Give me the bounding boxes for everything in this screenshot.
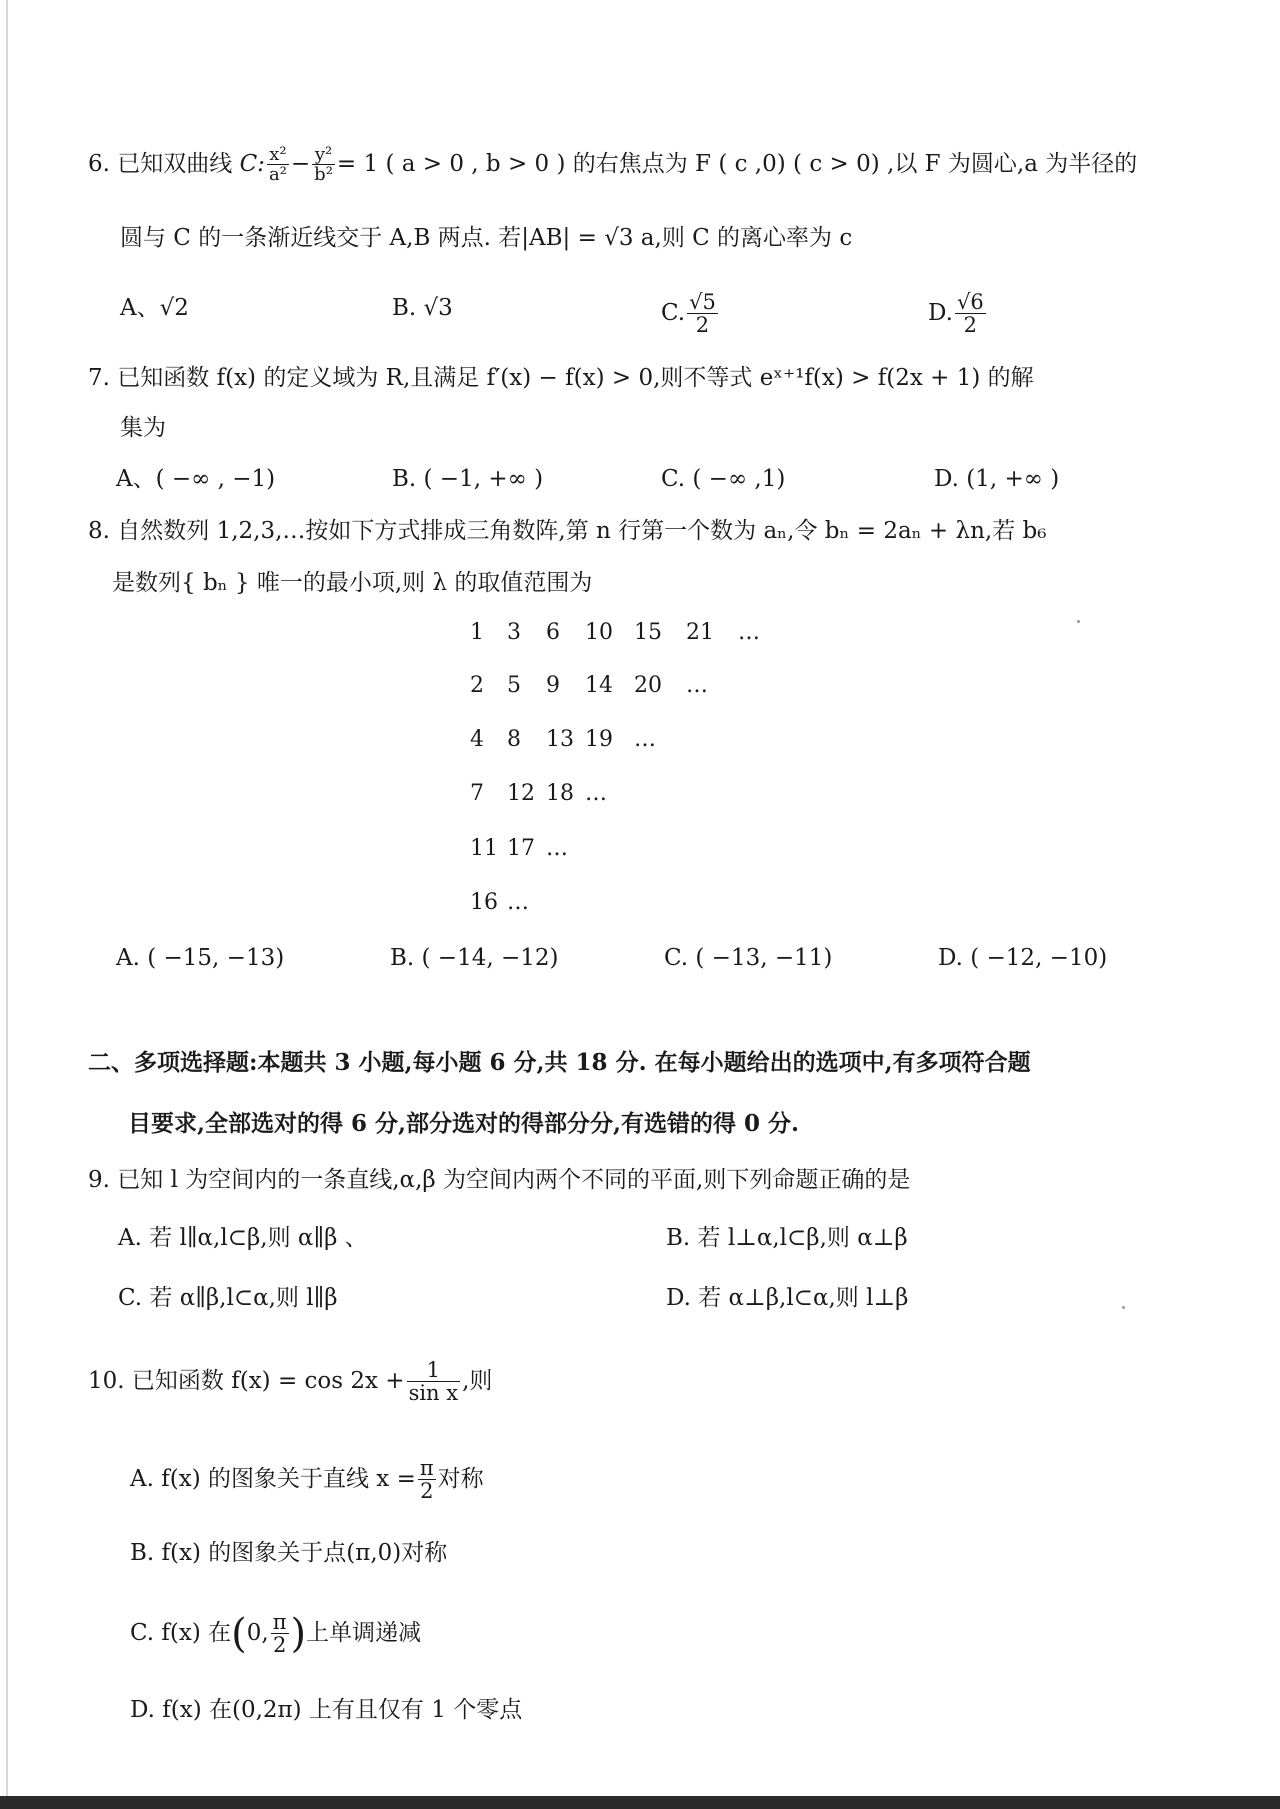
triangle-cell: 15 bbox=[634, 620, 662, 645]
section2-line2: 目要求,全部选对的得 6 分,部分选对的得部分分,有选错的得 0 分. bbox=[128, 1110, 800, 1137]
scan-speck bbox=[1077, 620, 1080, 623]
q9-option-c: C. 若 α∥β,l⊂α,则 l∥β bbox=[118, 1285, 338, 1311]
q10-option-c-open: ( bbox=[231, 1611, 247, 1657]
triangle-cell: 11 bbox=[470, 836, 498, 861]
triangle-cell: 17 bbox=[507, 836, 535, 861]
q10-option-c bbox=[130, 1612, 421, 1656]
q6-option-d bbox=[928, 292, 988, 336]
triangle-cell: 8 bbox=[507, 727, 521, 752]
q8-option-b: B. ( −14, −12) bbox=[390, 945, 559, 971]
q6-frac-x-num: x² bbox=[267, 146, 289, 165]
q6-option-c bbox=[661, 292, 720, 336]
q6-option-d-num: √6 bbox=[956, 290, 984, 314]
triangle-cell: … bbox=[634, 727, 656, 752]
scan-bottom-edge bbox=[0, 1796, 1280, 1809]
q6-curve: C: bbox=[239, 151, 265, 177]
triangle-cell: 5 bbox=[507, 673, 521, 698]
triangle-cell: 21 bbox=[686, 620, 714, 645]
triangle-cell: 19 bbox=[585, 727, 613, 752]
q6-option-c-frac bbox=[687, 292, 718, 336]
triangle-cell: 1 bbox=[470, 620, 484, 645]
q10-option-c-text: C. f(x) 在 bbox=[130, 1620, 232, 1646]
q6-text-b: = 1 ( a > 0 , b > 0 ) 的右焦点为 F ( c ,0) ( c > 0) ,以 F 为圆心,a 为半径的 bbox=[336, 151, 1138, 177]
q6-frac-y bbox=[312, 146, 335, 184]
q9-option-a: A. 若 l∥α,l⊂β,则 α∥β 、 bbox=[118, 1225, 368, 1251]
q6-text-a: 已知双曲线 bbox=[117, 151, 233, 177]
q10-option-a-frac bbox=[418, 1458, 436, 1502]
q6-option-d-label: D. bbox=[928, 300, 953, 326]
q10-option-a-tail: 对称 bbox=[437, 1466, 484, 1492]
q10-stem-b: ,则 bbox=[462, 1368, 493, 1394]
q8-text: 自然数列 1,2,3,…按如下方式排成三角数阵,第 n 行第一个数为 aₙ,令 bₙ = 2aₙ + λn,若 b₆ bbox=[117, 518, 1047, 544]
q10-option-c-close: ) bbox=[290, 1611, 307, 1657]
q8-line2: 是数列{ bₙ } 唯一的最小项,则 λ 的取值范围为 bbox=[112, 570, 593, 596]
triangle-cell: 3 bbox=[507, 620, 521, 645]
triangle-cell: 18 bbox=[546, 781, 574, 806]
triangle-cell: … bbox=[507, 890, 529, 915]
q7-option-d: D. (1, +∞ ) bbox=[934, 466, 1060, 492]
q10-option-b: B. f(x) 的图象关于点(π,0)对称 bbox=[130, 1540, 448, 1566]
q6-frac-x bbox=[267, 146, 289, 184]
q7-text: 已知函数 f(x) 的定义域为 R,且满足 f′(x) − f(x) > 0,则不等式 eˣ⁺¹f(x) > f(2x + 1) 的解 bbox=[117, 365, 1034, 391]
triangle-cell: … bbox=[546, 836, 568, 861]
q6-option-d-den: 2 bbox=[963, 313, 977, 337]
q6-minus: − bbox=[290, 151, 311, 177]
q10-stem-frac bbox=[407, 1360, 461, 1404]
q6-option-d-frac bbox=[955, 292, 986, 336]
q7-option-b: B. ( −1, +∞ ) bbox=[392, 466, 544, 492]
q6-frac-y-den: b² bbox=[314, 164, 333, 185]
q9-text: 已知 l 为空间内的一条直线,α,β 为空间内两个不同的平面,则下列命题正确的是 bbox=[117, 1167, 911, 1193]
q10-stem-num: 1 bbox=[407, 1360, 461, 1382]
q8-option-d: D. ( −12, −10) bbox=[938, 945, 1108, 971]
triangle-cell: 9 bbox=[546, 673, 560, 698]
scan-left-edge bbox=[6, 0, 8, 1809]
triangle-cell: 14 bbox=[585, 673, 613, 698]
q9-option-d: D. 若 α⊥β,l⊂α,则 l⊥β bbox=[666, 1285, 909, 1311]
q6-frac-y-num: y² bbox=[312, 146, 335, 165]
q10-number: 10. bbox=[88, 1368, 125, 1394]
q6-option-c-label: C. bbox=[661, 300, 686, 326]
triangle-cell: 20 bbox=[634, 673, 662, 698]
triangle-cell: 6 bbox=[546, 620, 560, 645]
q10-option-c-zero: 0, bbox=[246, 1620, 269, 1646]
q6-number: 6. bbox=[88, 151, 110, 177]
q10-line1 bbox=[88, 1360, 492, 1404]
triangle-cell: 7 bbox=[470, 781, 484, 806]
q6-option-c-den: 2 bbox=[695, 313, 710, 337]
triangle-cell: … bbox=[738, 620, 760, 645]
q10-option-a-text: A. f(x) 的图象关于直线 x = bbox=[130, 1466, 416, 1492]
triangle-cell: 13 bbox=[546, 727, 574, 752]
q9-number: 9. bbox=[88, 1167, 110, 1193]
section2-line1: 二、多项选择题:本题共 3 小题,每小题 6 分,共 18 分. 在每小题给出的选项中,有多项符合题 bbox=[88, 1049, 1031, 1076]
triangle-cell: 16 bbox=[470, 890, 498, 915]
triangle-cell: … bbox=[686, 673, 708, 698]
q6-option-c-num: √5 bbox=[689, 290, 716, 314]
q8-option-c: C. ( −13, −11) bbox=[664, 945, 833, 971]
q7-number: 7. bbox=[88, 365, 110, 391]
q10-option-c-den: 2 bbox=[272, 1633, 287, 1657]
triangle-cell: 12 bbox=[507, 781, 535, 806]
q7-option-c: C. ( −∞ ,1) bbox=[661, 466, 786, 492]
q10-option-c-frac bbox=[271, 1612, 289, 1656]
q6-line1 bbox=[88, 146, 1137, 184]
q10-option-d: D. f(x) 在(0,2π) 上有且仅有 1 个零点 bbox=[130, 1697, 523, 1723]
q6-frac-x-den: a² bbox=[268, 164, 287, 185]
q9-option-b: B. 若 l⊥α,l⊂β,则 α⊥β bbox=[666, 1225, 908, 1251]
q7-line1 bbox=[88, 362, 1034, 394]
scan-speck bbox=[1122, 1306, 1125, 1309]
q9-line1 bbox=[88, 1164, 910, 1196]
q7-line2: 集为 bbox=[120, 415, 166, 441]
triangle-cell: 10 bbox=[585, 620, 613, 645]
q10-option-a-num: π bbox=[419, 1456, 434, 1480]
q10-option-c-tail: 上单调递减 bbox=[306, 1620, 422, 1646]
triangle-cell: … bbox=[585, 781, 607, 806]
q6-line2: 圆与 C 的一条渐近线交于 A,B 两点. 若|AB| = √3 a,则 C 的离心率为 c bbox=[120, 225, 853, 251]
q6-option-a: A、√2 bbox=[120, 295, 189, 321]
q10-option-a bbox=[130, 1458, 484, 1502]
q7-option-a: A、( −∞ , −1) bbox=[116, 466, 276, 492]
q10-stem-den: sin x bbox=[408, 1381, 459, 1405]
triangle-cell: 2 bbox=[470, 673, 484, 698]
q10-option-a-den: 2 bbox=[420, 1479, 434, 1503]
q8-line1 bbox=[88, 515, 1046, 547]
q6-option-b: B. √3 bbox=[392, 295, 453, 321]
q8-number: 8. bbox=[88, 518, 110, 544]
q8-option-a: A. ( −15, −13) bbox=[116, 945, 285, 971]
q10-stem-a: 已知函数 f(x) = cos 2x + bbox=[131, 1368, 405, 1394]
q10-option-c-num: π bbox=[272, 1610, 287, 1634]
triangle-cell: 4 bbox=[470, 727, 484, 752]
